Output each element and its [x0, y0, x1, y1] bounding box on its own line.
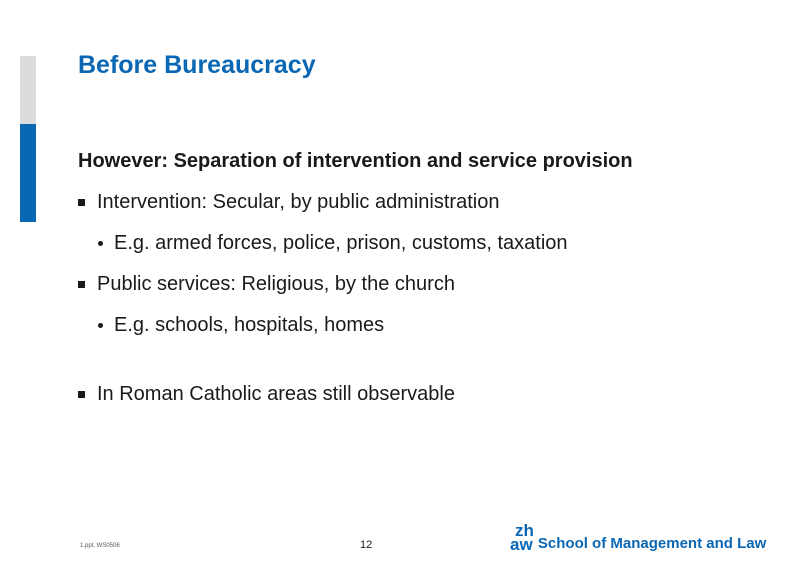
bullet-text: Public services: Religious, by the church: [97, 273, 455, 295]
bullet-item: [78, 383, 455, 406]
sub-bullet-text: E.g. schools, hospitals, homes: [114, 314, 385, 336]
side-accent-bar-blue: [20, 124, 36, 222]
bullet-text: Intervention: Secular, by public administration: [97, 191, 500, 213]
bullet-item: [78, 273, 455, 296]
logo-mark-bottom: aw: [510, 534, 533, 554]
square-bullet-icon: [78, 391, 85, 398]
footer-file-label: 1.ppt, WS0506: [80, 543, 120, 549]
logo-text: School of Management and Law: [537, 534, 767, 552]
square-bullet-icon: [78, 281, 85, 288]
sub-bullet-item: [98, 314, 384, 337]
side-accent-bar-gray: [20, 56, 36, 124]
bullet-item: [78, 191, 499, 214]
page-number: 12: [360, 539, 373, 551]
square-bullet-icon: [78, 199, 85, 206]
sub-bullet-text: E.g. armed forces, police, prison, customs, taxation: [114, 232, 568, 254]
zhaw-logo: [510, 521, 767, 554]
dot-bullet-icon: [98, 323, 103, 328]
sub-bullet-item: [98, 232, 568, 255]
dot-bullet-icon: [98, 241, 103, 246]
bullet-text: In Roman Catholic areas still observable: [97, 383, 455, 405]
zhaw-logo-mark: [510, 521, 534, 554]
slide-title: Before Bureaucracy: [78, 51, 316, 79]
logo-mark-top: zh: [515, 521, 534, 540]
slide-subtitle: However: Separation of intervention and service provision: [78, 150, 633, 172]
